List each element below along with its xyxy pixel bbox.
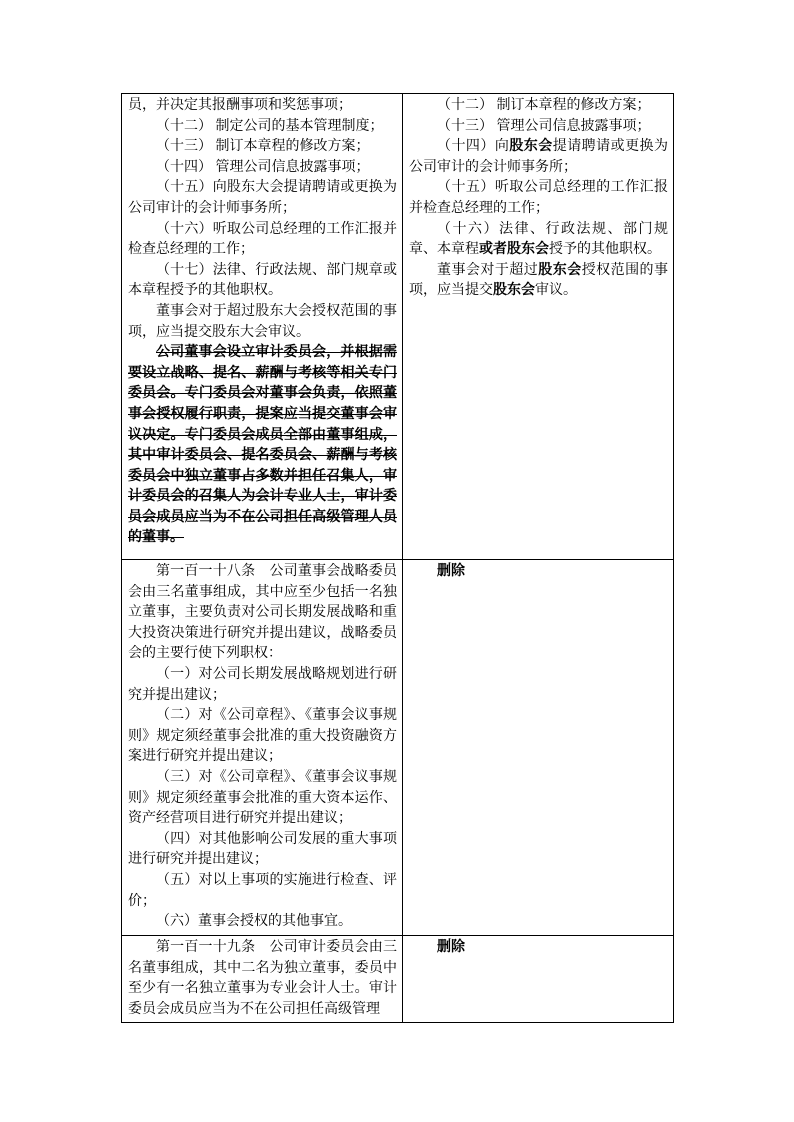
body-text: 授权范围的事项，应当提交 (409, 262, 669, 299)
paragraph (128, 830, 397, 871)
paragraph (128, 343, 397, 549)
body-text: 员，并决定其报酬事项和奖惩事项； (128, 98, 352, 113)
amended-text: 股东会 (509, 139, 553, 155)
paragraph (409, 178, 668, 219)
paragraph (128, 302, 397, 343)
body-text: 提请聘请或更换为公司审计的会计师事务所； (409, 139, 669, 175)
body-text: （四）对其他影响公司发展的重大事项进行研究并提出建议； (128, 831, 397, 868)
paragraph (409, 220, 668, 261)
paragraph (128, 158, 397, 179)
body-text: （十五）听取公司总经理的工作汇报并检查总经理的工作； (409, 180, 668, 216)
cell-amended (403, 94, 674, 560)
paragraph (128, 562, 397, 665)
paragraph (128, 261, 397, 302)
body-text: （三）对《公司章程》、《董事会议事规则》规定须经董事会批准的重大资本运作、资产经营项目进行研究并提出建议； (128, 769, 397, 827)
body-text: （十四）向 (437, 139, 510, 155)
comparison-table (121, 93, 674, 1023)
paragraph (128, 137, 397, 158)
table-row (122, 936, 674, 1023)
body-text: （六）董事会授权的其他事宜。 (156, 914, 352, 930)
paragraph (128, 706, 397, 768)
body-text: 第一百一十八条 公司董事会战略委员会由三名董事组成，其中应至少包括一名独立董事，主要负责对公司长期发展战略和重大投资决策进行研究并提出建议，战略委员会的主要行使下列职权： (128, 564, 397, 662)
cell-amended (403, 936, 674, 1023)
body-text: 第一百一十九条 公司审计委员会由三名董事组成，其中二名为独立董事，委员中至少有一名独立董事为专业会计人士。审计委员会成员应当为不在公司担任高级管理 (128, 940, 397, 1017)
body-text: （十二） 制订本章程的修改方案； (437, 98, 651, 113)
paragraph (409, 117, 668, 138)
paragraph (409, 96, 668, 117)
table-row (122, 94, 674, 560)
amended-text: 或者股东会 (479, 242, 549, 258)
paragraph (128, 665, 397, 706)
body-text: 董事会对于超过 (437, 262, 539, 278)
cell-original (122, 94, 403, 560)
paragraph (128, 938, 397, 1020)
body-text: （十六）法律、行政法规、部门规章、本章程 (409, 221, 668, 258)
deleted-text: 公司董事会设立审计委员会，并根据需要设立战略、提名、薪酬与考核等相关专门委员会。专门委员会对董事会负责，依照董事会授权履行职责，提案应当提交董事会审议决定。专门委员会成员全部由董事组成，其中审计委员会、提名委员会、薪酬与考核委员会中独立董事占多数并担任召集人，审计委员会的召集人为会计专业人士，审计委员会成员应当为不在公司担任高级管理人员的董事。 (128, 345, 397, 546)
body-text: （一）对公司长期发展战略规划进行研究并提出建议； (128, 666, 397, 703)
body-text: （十五）向股东大会提请聘请或更换为公司审计的会计师事务所； (128, 180, 397, 216)
body-text: （二）对《公司章程》、《董事会议事规则》规定须经董事会批准的重大投资融资方案进行研究并提出建议； (128, 708, 397, 765)
body-text: （十三） 制订本章程的修改方案； (156, 139, 370, 155)
paragraph (409, 137, 668, 178)
paragraph (128, 117, 397, 138)
cell-amended (403, 560, 674, 936)
table-body (122, 94, 674, 1023)
amended-text: 删除 (437, 564, 465, 579)
cell-original (122, 936, 403, 1023)
body-text: （十六）听取公司总经理的工作汇报并检查总经理的工作； (128, 221, 397, 258)
paragraph (409, 562, 668, 583)
amended-text: 股东会 (538, 262, 582, 278)
body-text: （十三） 管理公司信息披露事项； (437, 118, 651, 134)
amended-text: 删除 (437, 940, 465, 955)
body-text: （五）对以上事项的实施进行检查、评价； (128, 872, 397, 909)
body-text: （十二） 制定公司的基本管理制度； (156, 118, 384, 134)
paragraph (128, 220, 397, 261)
body-text: 审议。 (535, 283, 577, 299)
paragraph (128, 871, 397, 912)
paragraph (409, 261, 668, 302)
paragraph (128, 96, 397, 117)
paragraph (128, 178, 397, 219)
body-text: （十四） 管理公司信息披露事项； (156, 159, 370, 175)
body-text: 授予的其他职权。 (549, 242, 661, 258)
paragraph (409, 938, 668, 959)
paragraph (128, 768, 397, 830)
table-row (122, 560, 674, 936)
paragraph (128, 912, 397, 933)
body-text: （十七）法律、行政法规、部门规章或本章程授予的其他职权。 (128, 262, 397, 299)
body-text: 董事会对于超过股东大会授权范围的事项，应当提交股东大会审议。 (128, 303, 397, 340)
cell-original (122, 560, 403, 936)
amended-text: 股东会 (493, 283, 535, 299)
